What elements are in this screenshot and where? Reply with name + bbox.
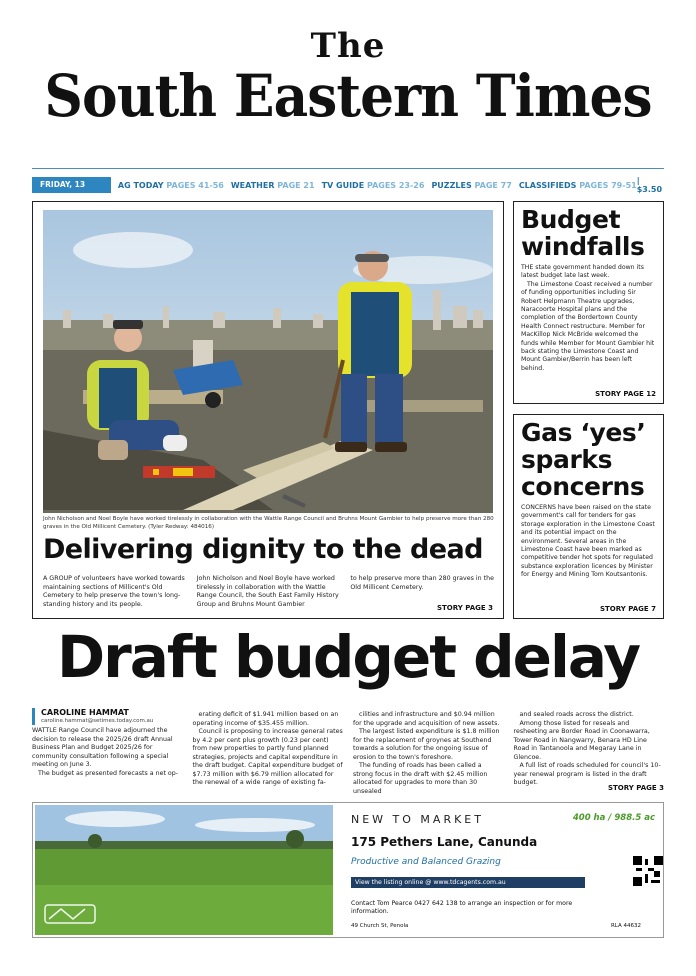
- lead-photo: [43, 210, 493, 513]
- photo-caption: John Nicholson and Noel Boyle have worked tirelessly in collaboration with the Wattle Range Council and Bruhns Mount Gambier to help preserve more than 280 graves in the Old Millicent Cemetery. (Tyler Redway: 484016): [43, 516, 494, 530]
- masthead: [0, 28, 696, 128]
- side1-headline[interactable]: Budget windfalls: [521, 205, 645, 261]
- masthead-rule: [32, 168, 664, 169]
- ad-address: 175 Pethers Lane, Canunda: [351, 835, 538, 849]
- masthead-the: The: [310, 26, 386, 66]
- side1-para: The Limestone Coast received a number of funding opportunities including Sir Robert Helpmann Theatre upgrades, Naracoorte Hospital plans and the completion of the Bordertown County Health Connect restructure. Member for MacKillop Nick McBride welcomed the funds while Member for Mount Gambier hit back stating the Limestone Coast and Mount Gambier/Berrin has been left behind.: [521, 280, 655, 372]
- lead-story-link[interactable]: STORY PAGE 3: [436, 604, 493, 612]
- side1-body: [521, 264, 656, 373]
- ad-rla: RLA 44632: [610, 923, 641, 929]
- main-para: The budget as presented forecasts a net op-: [38, 769, 179, 777]
- paddock-photo-illustration: [35, 805, 333, 935]
- main-para: and sealed roads across the district.: [519, 711, 634, 718]
- main-para: cilities and infrastructure and $0.94 million for the upgrade and acquisition of new assets.: [353, 711, 500, 727]
- main-col-2: [193, 711, 344, 796]
- lead-body: [43, 575, 495, 609]
- masthead-title: South Eastern Times: [44, 62, 652, 130]
- lead-story: [32, 201, 504, 619]
- ad-photo: [35, 805, 333, 935]
- ad-contact: Contact Tom Pearce 0427 642 138 to arrange an inspection or for more information.: [351, 900, 573, 915]
- main-story-link[interactable]: STORY PAGE 3: [607, 784, 664, 792]
- byline-email[interactable]: caroline.hammat@setimes.today.com.au: [41, 718, 154, 724]
- side1-story-link[interactable]: STORY PAGE 12: [595, 390, 656, 398]
- main-headline[interactable]: Draft budget delay: [56, 623, 640, 691]
- ad-footer: [351, 923, 641, 929]
- main-para: erating deficit of $1.941 million based on an operating income of $35.455 million.: [192, 711, 339, 727]
- ad-listing-link[interactable]: View the listing online @ www.tdcagents.com.au: [351, 877, 585, 888]
- real-estate-ad[interactable]: [32, 802, 664, 938]
- qr-code-icon[interactable]: [633, 856, 663, 886]
- cover-price: | $3.50: [636, 176, 663, 194]
- cemetery-photo-illustration: [43, 210, 493, 513]
- issue-date: FRIDAY, 13 JUNE, 2025: [32, 177, 111, 193]
- ad-office: 49 Church St, Penola: [351, 923, 409, 929]
- main-para: Among those listed for reseals and resheeting are Border Road in Coonawarra, Tower Road in Nangwarry, Benara HD Line Road in Tantanoola and Megaray Lane in Glencoe.: [513, 719, 650, 761]
- ad-details: [351, 813, 655, 929]
- index-item[interactable]: AG TODAY PAGES 41-56: [117, 180, 224, 190]
- lead-col-1: A GROUP of volunteers have worked towards maintaining sections of Millicent's Old Cemetery to help preserve the town's long-standing history and its people.: [43, 575, 185, 608]
- index-item[interactable]: TV GUIDE PAGES 23-26: [321, 180, 425, 190]
- side2-headline[interactable]: Gas ‘yes’ sparks concerns: [521, 418, 646, 501]
- index-item[interactable]: WEATHER PAGE 21: [230, 180, 315, 190]
- side2-story-link[interactable]: STORY PAGE 7: [599, 605, 656, 613]
- side2-body: [521, 504, 656, 580]
- main-col-3: [353, 711, 504, 796]
- budget-windfalls-story: [513, 201, 664, 404]
- index-item[interactable]: PUZZLES PAGE 77: [431, 180, 512, 190]
- main-para: WATTLE Range Council have adjourned the decision to release the 2025/26 draft Annual Business Plan and Budget 2025/26 for community consultation following a special meeting on June 3.: [32, 727, 173, 768]
- ad-area: 400 ha / 988.5 ac: [572, 813, 655, 823]
- main-para: The largest listed expenditure is $1.8 million for the replacement of groynes at Southend towards a solution for the ongoing issue of erosion to the town's foreshore.: [353, 728, 500, 761]
- byline: [32, 708, 180, 725]
- lead-headline[interactable]: Delivering dignity to the dead: [43, 534, 483, 565]
- side2-para: CONCERNS have been raised on the state government's call for tenders for gas storage exploration in the Limestone Coast and its potential impact on the environment. Several areas in the Limestone Coast have been marked as competitive tender hot spots for regulated substance exploration licences by Minister for Energy and Mining Tom Koutsantonis.: [521, 504, 655, 579]
- index-bar: [32, 176, 664, 205]
- lead-col-2: John Nicholson and Noel Boyle have worked tirelessly in collaboration with the Wattle Range Council, the South East Family History Group and Bruhns Mount Gambier: [196, 575, 339, 608]
- ad-tagline: Productive and Balanced Grazing: [351, 857, 501, 867]
- main-para: Council is proposing to increase general rates by 4.2 per cent plus growth (0.23 per cent) from new properties to partly fund planned strategies, projects and capital expenditure in the draft budget. Capital expenditure budget of $7.73 million with $6.79 million allocated for the renewal of a wide range of existing fa-: [192, 728, 343, 786]
- lead-col-3: to help preserve more than 280 graves in the Old Millicent Cemetery.: [350, 575, 494, 591]
- ad-new-to-market: NEW TO MARKET: [351, 813, 484, 826]
- side1-para: THE state government handed down its latest budget late last week.: [521, 264, 644, 280]
- main-para: A full list of roads scheduled for council's 10-year renewal program is listed in the draft budget.: [513, 762, 661, 786]
- index-item[interactable]: CLASSIFIEDS PAGES 79-51: [518, 180, 637, 190]
- byline-name: CAROLINE HAMMAT: [41, 708, 129, 717]
- main-para: The funding of roads has been called a strong focus in the draft with $2.45 million allocated for upgrades to more than 30 unsealed: [353, 762, 488, 795]
- gas-concerns-story: [513, 414, 664, 619]
